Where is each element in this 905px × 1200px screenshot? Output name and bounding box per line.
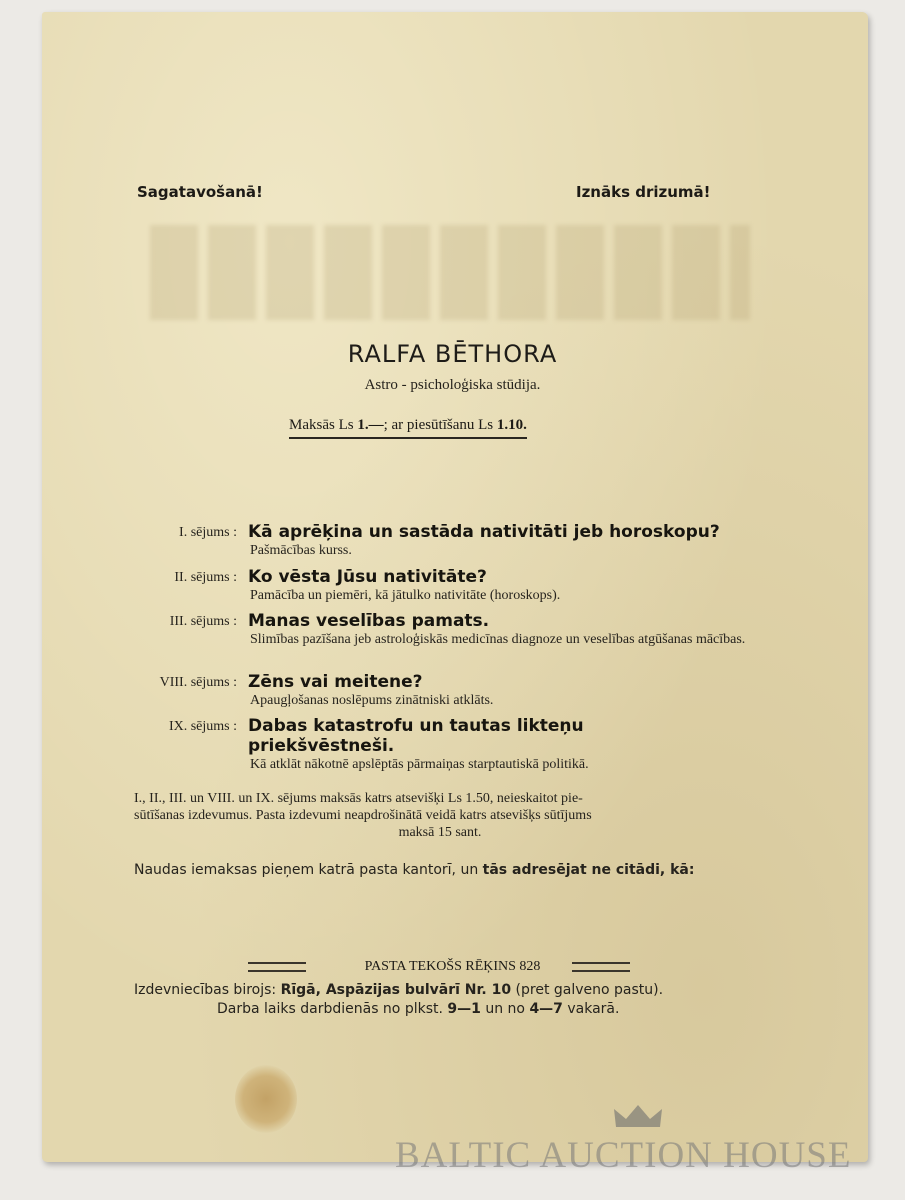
paper-stain bbox=[235, 1065, 297, 1133]
hours-suffix: vakarā. bbox=[562, 1001, 620, 1017]
postal-account: PASTA TEKOŠS RĒĶINS 828 bbox=[364, 959, 541, 974]
book-subtitle: Astro - psicholoģiska stūdija. bbox=[364, 377, 541, 393]
price-value: 1.— bbox=[357, 417, 384, 433]
double-rule-right bbox=[572, 962, 630, 972]
hours-evening: 4—7 bbox=[529, 1001, 563, 1017]
volume-title: Ko vēsta Jūsu nativitāte? bbox=[248, 567, 487, 587]
volume-title: Dabas katastrofu un tautas likteņu bbox=[248, 716, 584, 736]
volume-label: III. sējums : bbox=[169, 614, 237, 629]
payment-bold: tās adresējat ne citādi, kā: bbox=[482, 862, 695, 878]
hours-morning: 9—1 bbox=[447, 1001, 481, 1017]
in-preparation-label: Sagatavošanā! bbox=[137, 183, 263, 201]
coming-soon-label: Iznāks drizumā! bbox=[576, 183, 711, 201]
author-title: RALFA BĒTHORA bbox=[347, 340, 558, 368]
payment-instructions bbox=[134, 862, 694, 878]
volume-title: Manas veselības pamats. bbox=[248, 611, 490, 631]
volume-desc: Pamācība un piemēri, kā jātulko nativitāte (horoskops). bbox=[250, 588, 561, 603]
volume-desc: Kā atklāt nākotnē apslēptās pārmaiņas starptautiskā politikā. bbox=[250, 757, 589, 772]
volume-desc: Slimības pazīšana jeb astroloģiskās medicīnas diagnoze un veselības atgūšanas mācības. bbox=[250, 632, 746, 647]
price-note bbox=[134, 790, 746, 841]
volume-desc: Apaugļošanas noslēpums zinātniski atklāts. bbox=[250, 693, 494, 708]
volume-label: VIII. sējums : bbox=[159, 675, 237, 690]
price-prefix: Maksās Ls bbox=[289, 417, 358, 433]
volume-title-line2: priekšvēstneši. bbox=[248, 736, 395, 756]
faded-show-through-title bbox=[150, 225, 750, 320]
volume-title: Zēns vai meitene? bbox=[248, 672, 423, 692]
volume-label: IX. sējums : bbox=[168, 719, 237, 734]
note-line-3: maksā 15 sant. bbox=[398, 825, 482, 840]
payment-text: Naudas iemaksas pieņem katrā pasta kantorī, un bbox=[134, 862, 483, 878]
auction-watermark: BALTIC AUCTION HOUSE bbox=[395, 1135, 852, 1176]
crown-icon bbox=[612, 1103, 664, 1131]
volume-label: II. sējums : bbox=[174, 570, 237, 585]
hours-prefix: Darba laiks darbdienās no plkst. bbox=[217, 1001, 448, 1017]
office-address: Rīgā, Aspāzijas bulvārī Nr. 10 bbox=[280, 982, 512, 998]
note-line-2: sūtīšanas izdevumus. Pasta izdevumi neapdrošinātā veidā katrs atsevišķs sūtījums bbox=[134, 808, 592, 823]
volume-label: I. sējums : bbox=[179, 525, 237, 540]
note-line-1: I., II., III. un VIII. un IX. sējums maksās katrs atsevišķi Ls 1.50, neieskaitot pie- bbox=[134, 791, 583, 806]
price-value-post: 1.10. bbox=[496, 417, 527, 433]
office-label: Izdevniecības birojs: bbox=[134, 982, 281, 998]
price-line bbox=[289, 417, 527, 439]
working-hours bbox=[217, 1001, 619, 1017]
price-mid: ; ar piesūtīšanu Ls bbox=[383, 417, 497, 433]
volume-desc: Pašmācības kurss. bbox=[250, 543, 352, 558]
publisher-office bbox=[134, 982, 663, 998]
office-rest: (pret galveno pastu). bbox=[511, 982, 664, 998]
hours-mid: un no bbox=[480, 1001, 530, 1017]
volume-title: Kā aprēķina un sastāda nativitāti jeb horoskopu? bbox=[248, 522, 720, 542]
